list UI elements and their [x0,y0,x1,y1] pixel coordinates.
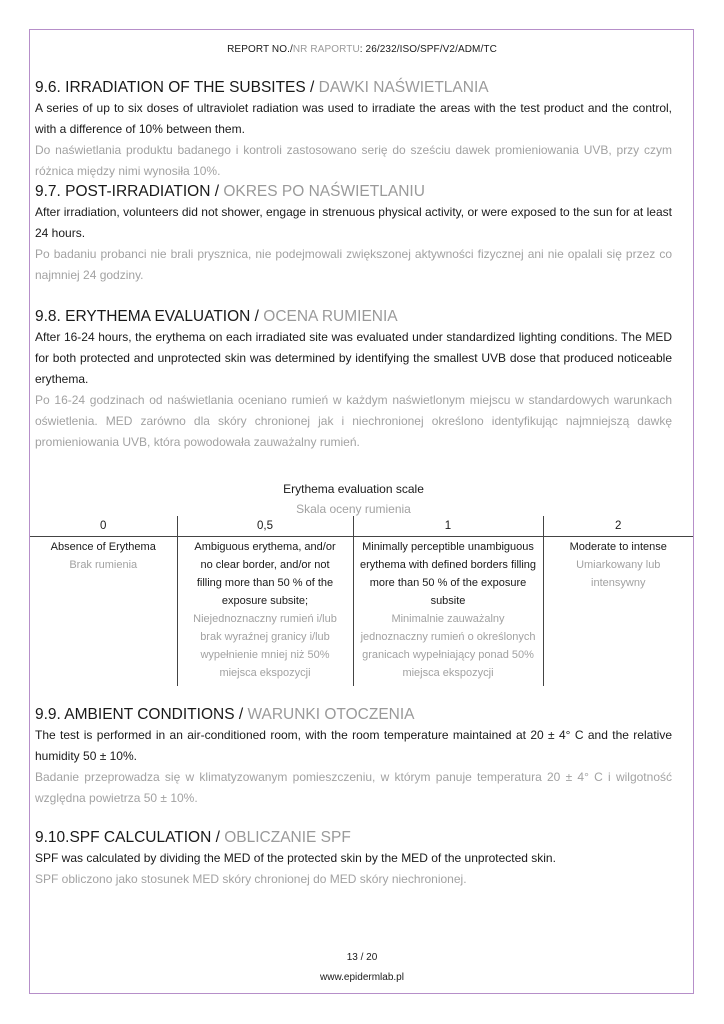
paragraph-pl: Badanie przeprowadza się w klimatyzowanym pomieszczeniu, w którym panuje temperatura 20 ± 4° C i wilgotność względna powietrza 50 ± 10%. [35,770,672,805]
section-9-6 [35,78,672,182]
cell-en: Absence of Erythema [50,541,156,553]
title-en: 9.9. AMBIENT CONDITIONS / [35,706,248,723]
scale-caption-pl: Skala oceny rumienia [296,502,411,516]
paragraph-en: SPF was calculated by dividing the MED of the protected skin by the MED of the unprotected skin. [35,851,556,865]
paragraph-en: After irradiation, volunteers did not shower, engage in strenuous physical activity, or were exposed to the sun for at least 24 hours. [35,205,672,240]
paragraph-en: A series of up to six doses of ultraviolet radiation was used to irradiate the areas with the test product and the control, with a difference of 10% between them. [35,101,672,136]
website-link[interactable]: www.epidermlab.pl [320,972,404,983]
title-pl: OCENA RUMIENIA [263,308,398,325]
score-header: 1 [353,516,543,537]
spacer [35,286,672,307]
table-header-row [30,516,693,537]
section-title [35,307,672,327]
title-en: 9.6. IRRADIATION OF THE SUBSITES / [35,79,319,96]
cell-pl: Niejednoznaczny rumień i/lub brak wyraźnej granicy i/lub wypełnienie mniej niż 50% miejsca ekspozycji [193,613,337,679]
score-cell [353,537,543,687]
title-pl: OBLICZANIE SPF [224,829,351,846]
section-title [35,78,672,98]
erythema-scale-table [30,516,693,686]
paragraph-pl: SPF obliczono jako stosunek MED skóry chronionej do MED skóry niechronionej. [35,872,467,886]
report-label-pl: NR RAPORTU [292,44,360,55]
page-content [35,78,672,519]
section-title [35,828,672,848]
spacer [35,809,672,828]
section-9-9 [35,705,672,809]
erythema-scale-table-wrap [30,516,693,686]
page-footer [0,948,724,988]
score-header: 0,5 [177,516,353,537]
paragraph-pl: Do naświetlania produktu badanego i kontroli zastosowano serię do sześciu dawek promieniowania UVB, przy czym różnica między nimi wynosiła 10%. [35,143,672,178]
paragraph-pl: Po 16-24 godzinach od naświetlania oceniano rumień w każdym naświetlonym miejscu w standardowych warunkach oświetlenia. MED zarówno dla skóry chronionej jak i niechronionej określono identyfikując najmniejszą dawkę promieniowania UVB, która powodowała zauważalny rumień. [35,393,672,449]
title-pl: DAWKI NAŚWIETLANIA [318,79,489,96]
score-cell [30,537,177,687]
page-number: 13 / 20 [346,952,378,963]
cell-en: Ambiguous erythema, and/or no clear border, and/or not filling more than 50 % of the exposure subsite; [194,541,336,607]
section-9-10 [35,828,672,890]
paragraph-en: The test is performed in an air-conditioned room, with the room temperature maintained at 20 ± 4° C and the relative humidity 50 ± 10%. [35,728,672,763]
score-cell [177,537,353,687]
section-title [35,705,672,725]
score-header: 0 [30,516,177,537]
score-cell [543,537,693,687]
cell-en: Moderate to intense [569,541,667,553]
scale-caption-en: Erythema evaluation scale [283,482,424,496]
section-title [35,182,672,202]
report-number: : 26/232/ISO/SPF/V2/ADM/TC [359,44,497,55]
section-9-8 [35,307,672,453]
title-en: 9.10.SPF CALCULATION / [35,829,225,846]
score-header: 2 [543,516,693,537]
report-number-header [0,44,724,55]
paragraph-en: After 16-24 hours, the erythema on each irradiated site was evaluated under standardized lighting conditions. The MED for both protected and unprotected skin was determined by identifying the smallest UVB dose that produced noticeable erythema. [35,330,672,386]
section-9-7 [35,182,672,286]
title-en: 9.8. ERYTHEMA EVALUATION / [35,308,264,325]
cell-pl: Brak rumienia [69,559,138,571]
table-row [30,537,693,687]
cell-pl: Minimalnie zauważalny jednoznaczny rumień o określonych granicach wypełniający ponad 50% miejsca ekspozycji [360,613,536,679]
cell-pl: Umiarkowany lub intensywny [576,559,661,589]
title-pl: OKRES PO NAŚWIETLANIU [223,183,425,200]
spacer [35,453,672,479]
report-label-en: REPORT NO./ [227,44,293,55]
title-en: 9.7. POST-IRRADIATION / [35,183,224,200]
cell-en: Minimally perceptible unambiguous erythema with defined borders filling more than 50 % of the exposure subsite [359,541,537,607]
title-pl: WARUNKI OTOCZENIA [247,706,415,723]
paragraph-pl: Po badaniu probanci nie brali prysznica, nie podejmowali zwiększonej aktywności fizycznej ani nie opalali się przez co najmniej 24 godziny. [35,247,672,282]
page-content-lower [35,705,672,890]
